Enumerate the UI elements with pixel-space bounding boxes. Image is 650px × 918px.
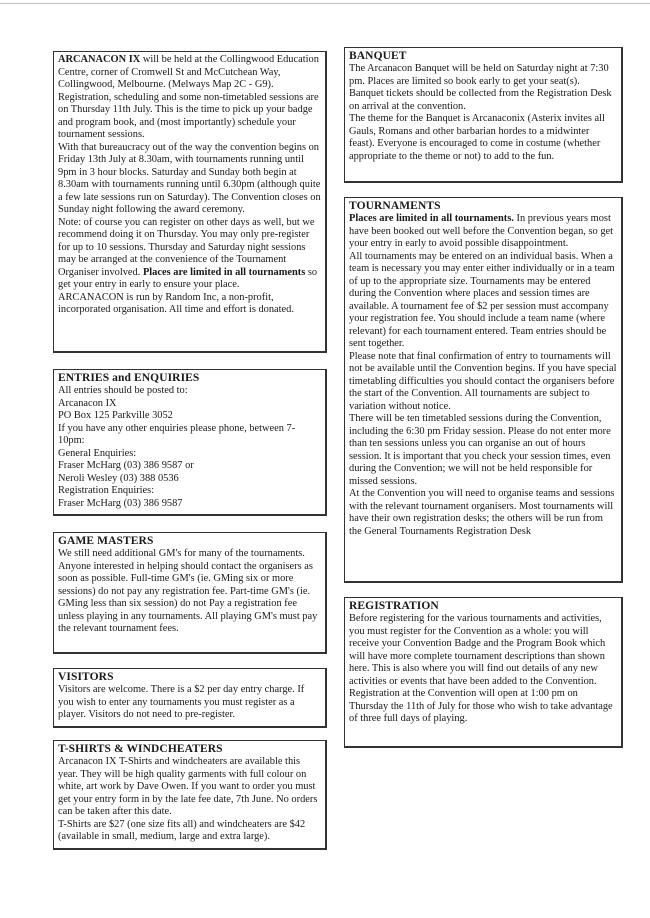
arcanacon-paragraph: With that bureaucracy out of the way the convention begins on Friday 13th July at 8.30am, with tournaments running until 9pm in 3 hour blocks. Saturday and Sunday both begin at 8.30am with tournaments running until 6.30pm (although quite a few late sessions run on Saturday). The Convention closes on Sunday night following the award ceremony.	[58, 141, 321, 215]
visitors-section	[53, 668, 327, 728]
entries-line: Fraser McHarg (03) 386 9587	[58, 497, 183, 509]
entries-line: Registration Enquiries:	[58, 485, 155, 496]
arcanacon-lead: ARCANACON IX	[58, 54, 141, 65]
entries-line: All entries should be posted to:	[58, 385, 188, 396]
entries-line: PO Box 125 Parkville 3052	[58, 410, 173, 421]
registration-paragraph: Before registering for the various tournaments and activities, you must register for the Convention as a whole: you will receive your Convention Badge and the Program Book which will have more complete tournament descriptions than shown here. This is also where you will find out details of any new activities or events that have been added to the Convention.	[349, 613, 606, 687]
banquet-paragraph: The theme for the Banquet is Arcanaconix (Asterix invites all Gauls, Romans and other barbarian hordes to a midwinter feast). Everyone is encouraged to come in costume (whether appropriate to the theme or not) to add to the fun.	[349, 113, 605, 162]
arcanacon-intro: ARCANACON IX will be held at the Collingwood Education Centre, corner of Cromwell St and McCutchean Way, Collingwood, Melbourne. (Melways Map 2C - G9).	[58, 54, 319, 90]
banquet-paragraph: The Arcanacon Banquet will be held on Saturday night at 7:30 pm. Places are limited so book early to get your seat(s). Banquet tickets should be collected from the Registration Desk on arrival at the convention.	[349, 63, 612, 112]
tshirts-title: T-SHIRTS & WINDCHEATERS	[58, 743, 223, 755]
tournaments-paragraph: At the Convention you will need to organise teams and sessions with the relevant tournament organisers. Most tournaments will have their own registration desks; the others will be run from the General Tournaments Registration Desk	[349, 488, 615, 537]
tshirts-paragraph: Arcanacon IX T-Shirts and windcheaters are available this year. They will be high quality garments with full colour on white, art work by Dave Owen. If you want to order you must get your entry form in by the late fee date, 7th June. No orders can be taken after this date.	[58, 756, 318, 817]
tournaments-lead: Places are limited in all tournaments. In previous years most have been booked out well before the Convention began, so get your entry in early to avoid possible disappointment.	[349, 213, 614, 249]
game-masters-section	[53, 532, 327, 654]
tournaments-section	[344, 197, 623, 583]
tournaments-paragraph: Please note that final confirmation of entry to tournaments will not be available until the Convention begins. If you have special timetabling difficulties you should contact the organisers before the start of the Convention. All tournaments are subject to variation without notice.	[349, 350, 617, 412]
entries-line: If you have any other enquiries please phone, between 7-10pm:	[58, 422, 296, 446]
tshirts-section	[53, 740, 327, 850]
entries-line: Neroli Wesley (03) 388 0536	[58, 472, 179, 484]
registration-paragraph: Registration at the Convention will open at 1:00 pm on Thursday the 11th of July for those who wish to take advantage of three full days of playing.	[349, 688, 613, 724]
tshirts-paragraph: T-Shirts are $27 (one size fits all) and windcheaters are $42 (available in small, medium, large and extra large).	[58, 818, 306, 842]
entries-title: ENTRIES and ENQUIRIES	[58, 372, 200, 384]
banquet-title: BANQUET	[349, 50, 407, 62]
arcanacon-paragraph: ARCANACON is run by Random Inc, a non-profit, incorporated organisation. All time and effort is donated.	[58, 291, 294, 315]
banquet-section	[344, 47, 623, 183]
entries-line: Fraser McHarg (03) 386 9587 or	[58, 460, 194, 471]
page-top-rule	[0, 3, 650, 4]
tournaments-paragraph: There will be ten timetabled sessions during the Convention, including the 6:30 pm Friday session. Please do not enter more than ten sessions unless you can organise an out of hours session. It is important that you check your session times, even during the Convention; we will not be held responsible for missed sessions.	[349, 413, 611, 487]
entries-line: Arcanacon IX	[58, 397, 117, 409]
visitors-title: VISITORS	[58, 671, 114, 683]
arcanacon-paragraph: Registration, scheduling and some non-timetabled sessions are on Thursday 11th July. This is the time to pick up your badge and program book, and (most importantly) schedule your tournament sessions.	[58, 91, 319, 140]
registration-section	[344, 597, 623, 748]
game-masters-title: GAME MASTERS	[58, 535, 154, 547]
tournaments-paragraph: All tournaments may be entered on an individual basis. When a team is necessary you may enter either individually or in a team of up to the appropriate size. Tournaments may be entered during the Convention where places and session times are available. A tournament fee of $2 per session must accompany your registration fee. You should include a team name (where relevant) for each tournament entered. Team entries should be sent together.	[349, 250, 615, 349]
tournaments-title: TOURNAMENTS	[349, 200, 441, 212]
game-masters-body: We still need additional GM's for many of the tournaments. Anyone interested in helping should contact the organisers as soon as possible. Full-time GM's (ie. GMing six or more sessions) do not pay any registration fee. Part-time GM's (ie. GMing less than six session) do not Pay a registration fee unless playing in any tournaments. All playing GM's must pay the relevant tournament fees.	[58, 548, 318, 634]
registration-title: REGISTRATION	[349, 600, 439, 612]
arcanacon-paragraph: Note: of course you can register on other days as well, but we recommend doing it on Thursday. You may only pre-register for up to 10 sessions. Thursday and Saturday night sessions may be arranged at the convenience of the Tournament Organiser involved. Places are limited in all tournaments so get your entry in early to ensure your place.	[58, 216, 318, 290]
entries-section	[53, 369, 327, 516]
entries-line: General Enquiries:	[58, 447, 137, 459]
visitors-body: Visitors are welcome. There is a $2 per day entry charge. If you wish to enter any tournaments you must register as a player. Visitors do not need to pre-register.	[58, 684, 305, 720]
arcanacon-section	[53, 51, 327, 353]
